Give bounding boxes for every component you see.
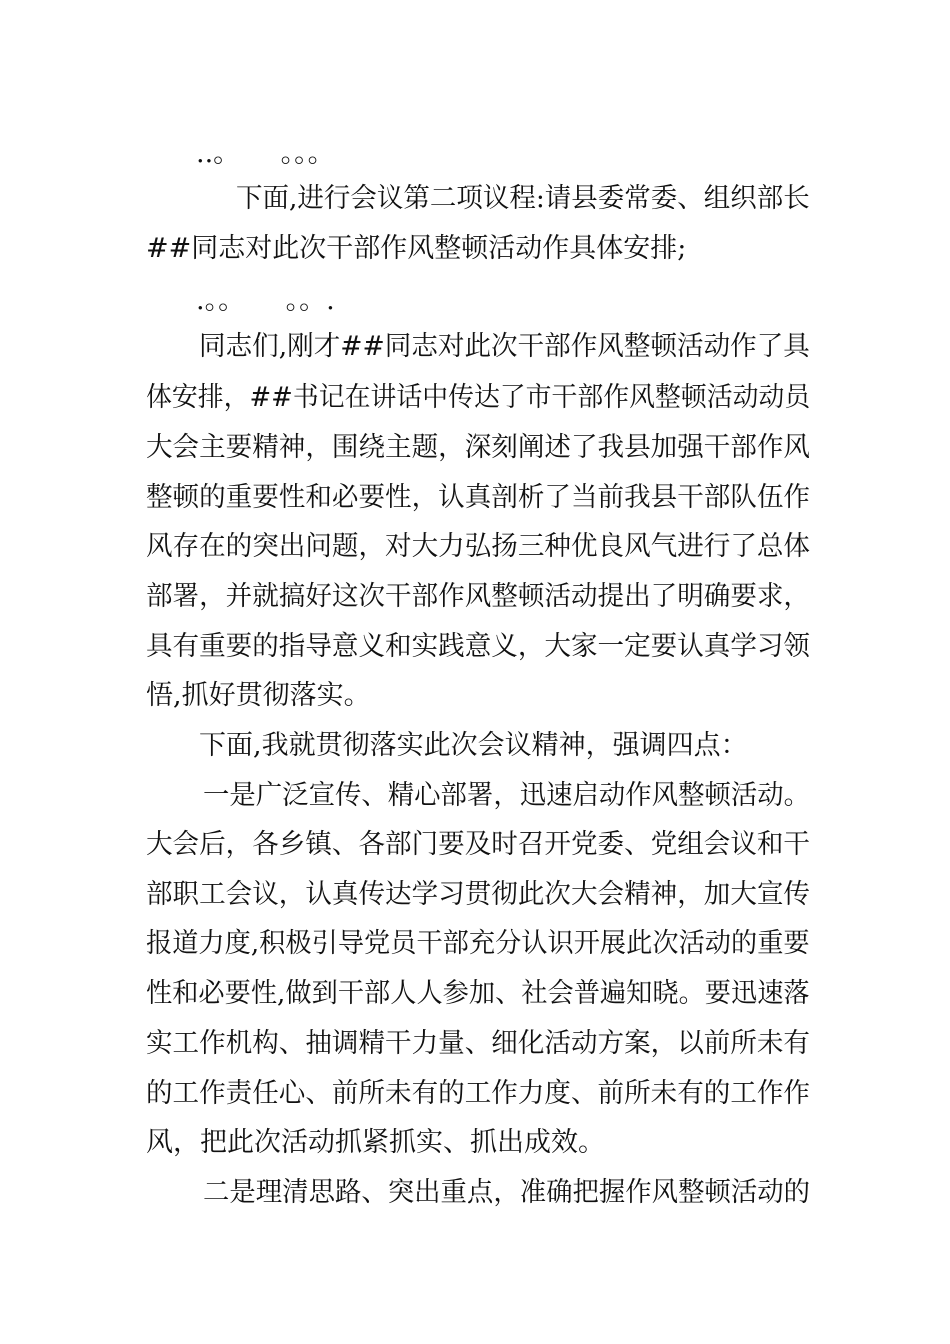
- text-line-16: 部职工会议，认真传达学习贯彻此次大会精神，加大宣传: [146, 879, 810, 910]
- text-line-13: 下面,我就贯彻落实此次会议精神，强调四点：: [199, 730, 748, 761]
- text-line-17: 报道力度,积极引导党员干部充分认识开展此次活动的重要: [146, 928, 810, 959]
- text-line-5: 同志们,刚才##同志对此次干部作风整顿活动作了具: [199, 331, 810, 362]
- text-line-12: 悟,抓好贯彻落实。: [146, 680, 371, 711]
- text-line-4: .。。 。。.: [196, 285, 335, 316]
- text-line-8: 整顿的重要性和必要性，认真剖析了当前我县干部队伍作: [146, 482, 810, 513]
- text-line-2: 下面,进行会议第二项议程:请县委常委、组织部长: [236, 183, 810, 214]
- text-line-15: 大会后，各乡镇、各部门要及时召开党委、党组会议和干: [146, 829, 810, 860]
- text-line-21: 风，把此次活动抓紧抓实、抓出成效。: [146, 1127, 605, 1158]
- text-line-18: 性和必要性,做到干部人人参加、社会普遍知晓。要迅速落: [146, 978, 810, 1009]
- text-line-9: 风存在的突出问题，对大力弘扬三种优良风气进行了总体: [146, 531, 810, 562]
- text-line-14: 一是广泛宣传、精心部署，迅速启动作风整顿活动。: [203, 780, 811, 811]
- text-line-7: 大会主要精神，围绕主题，深刻阐述了我县加强干部作风: [146, 432, 810, 463]
- text-line-1: ..。 。。。: [196, 138, 335, 169]
- text-line-19: 实工作机构、抽调精干力量、细化活动方案，以前所未有: [146, 1028, 810, 1059]
- text-line-20: 的工作责任心、前所未有的工作力度、前所未有的工作作: [146, 1078, 810, 1109]
- text-line-6: 体安排，##书记在讲话中传达了市干部作风整顿活动动员: [146, 382, 811, 413]
- text-line-3: ##同志对此次干部作风整顿活动作具体安排;: [146, 233, 687, 264]
- text-line-10: 部署，并就搞好这次干部作风整顿活动提出了明确要求，: [146, 581, 810, 612]
- text-line-11: 具有重要的指导意义和实践意义，大家一定要认真学习领: [146, 631, 810, 662]
- text-line-22: 二是理清思路、突出重点，准确把握作风整顿活动的: [203, 1177, 811, 1208]
